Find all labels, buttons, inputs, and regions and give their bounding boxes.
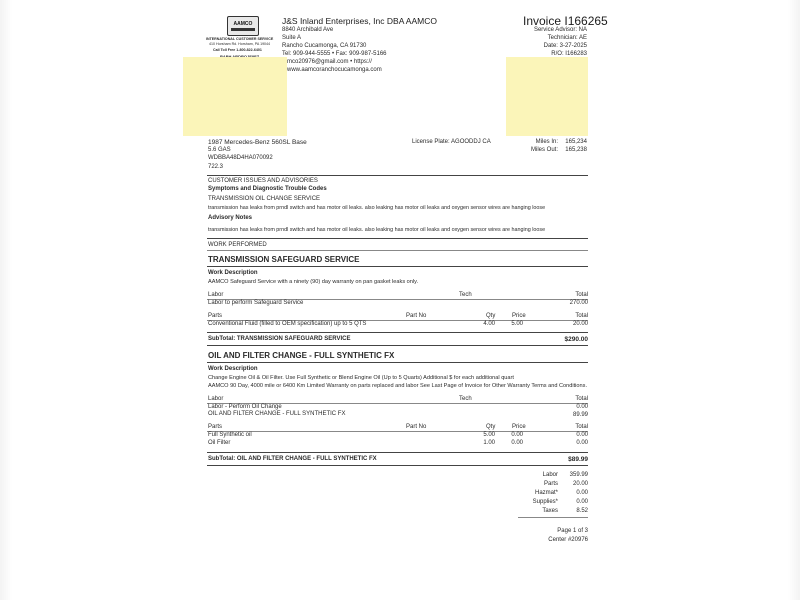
redaction-left [183,57,287,136]
subtotal-label: SubTotal: OIL AND FILTER CHANGE - FULL SYNTHETIC FX [208,456,377,462]
advisory-header: Advisory Notes [208,215,253,221]
invoice-date: Date: 3-27-2025 [543,43,587,49]
company-address2: Suite A [282,35,302,41]
labor-label: Labor [208,292,224,298]
part-price: 0.00 [511,432,523,438]
total-label: Total [575,396,588,402]
issues-header: CUSTOMER ISSUES AND ADVISORIES [208,178,318,184]
logo-line2: 410 Horsham Rd. Horsham, PA 19044 [209,42,271,46]
divider [207,431,588,432]
invoice-title: Invoice I166265 [523,14,608,28]
work-desc-line: AAMCO Safeguard Service with a ninety (90) day warranty on pan gasket leaks only. [208,279,419,285]
summary-labor-label: Labor [542,472,558,478]
summary-supplies-label: Supplies* [532,499,558,505]
aamco-logo [227,16,259,36]
part-total: 0.00 [576,432,588,438]
divider [518,517,588,518]
tech-label: Tech [459,292,472,298]
part-total: 20.00 [572,321,588,327]
symptoms-header: Symptoms and Diagnostic Trouble Codes [208,186,327,192]
divider [207,175,588,176]
labor-line-desc: Labor to perform Safeguard Service [208,300,304,306]
redaction-right [506,57,588,136]
company-address1: 8840 Archibald Ave [282,27,334,33]
vehicle-name: 1987 Mercedes-Benz 560SL Base [208,139,307,146]
work-desc-label: Work Description [208,270,258,276]
company-city: Rancho Cucamonga, CA 91730 [282,43,367,49]
price-label: Price [512,424,526,430]
part-desc: Oil Filter [208,440,231,446]
partno-label: Part No [406,424,427,430]
miles-in: 165,234 [565,139,587,145]
total-label: Total [575,292,588,298]
summary-labor-value: 359.99 [569,472,588,478]
subtotal-label: SubTotal: TRANSMISSION SAFEGUARD SERVICE [208,336,351,342]
page-number: Page 1 of 3 [557,528,588,534]
company-name: J&S Inland Enterprises, Inc DBA AAMCO [282,16,437,26]
work-desc-line: Change Engine Oil & Oil Filter. Use Full Synthetic or Blend Engine Oil (Up to 5 Quarts) Additional $ for each additional quart [208,375,514,381]
divider [207,250,588,251]
job-title: OIL AND FILTER CHANGE - FULL SYNTHETIC FX [208,351,395,360]
vehicle-code: 722.3 [208,164,224,170]
part-desc: Conventional Fluid (filled to OEM specification) up to 5 QTS [208,321,367,327]
labor-line-total: 0.00 [576,404,588,410]
company-email: mco20976@gmail.com • https:// [287,59,372,65]
repair-order: R/O: I166283 [551,51,587,57]
parts-label: Parts [208,424,223,430]
symptom-title: TRANSMISSION OIL CHANGE SERVICE [208,196,321,202]
work-desc-line: AAMCO 90 Day, 4000 mile or 6400 Km Limited Warranty on parts replaced and labor See Last Page of Invoice for Other Warranty Terms and Conditions. [208,383,588,389]
miles-out: 165,238 [565,147,587,153]
logo-line3: Call Toll Free 1-800-822-6401 [213,48,262,52]
parts-label: Parts [208,313,223,319]
labor-line-total: 89.99 [572,412,588,418]
part-price: 0.00 [511,440,523,446]
summary-supplies-value: 0.00 [576,499,588,505]
company-phone-fax: Tel: 909-944-5555 • Fax: 909-987-5166 [282,51,387,57]
miles-out-label: Miles Out: [530,147,558,153]
divider [207,238,588,239]
license-plate: License Plate: AGOODDJ CA [412,139,491,145]
work-desc-label: Work Description [208,366,258,372]
part-price: 5.00 [511,321,523,327]
part-desc: Full Synthetic oil [208,432,252,438]
labor-line-desc: OIL AND FILTER CHANGE - FULL SYNTHETIC FX [208,411,346,417]
summary-parts-label: Parts [543,481,558,487]
labor-line-total: 270.00 [569,300,588,306]
vehicle-engine: 5.6 GAS [208,147,231,153]
logo-bar [231,28,255,31]
qty-label: Qty [486,313,496,319]
summary-taxes-value: 8.52 [576,508,588,514]
subtotal-value: $89.99 [568,456,588,463]
summary-hazmat-label: Hazmat* [534,490,558,496]
part-qty: 1.00 [483,440,495,446]
tech-label: Tech [459,396,472,402]
total-label: Total [575,313,588,319]
part-qty: 5.00 [483,432,495,438]
advisory-text: transmission has leaks from prndl switch and has motor oil leaks. also leaking has motor oil leaks and oxygen sensor wires are hanging loose [208,227,546,233]
symptom-text: transmission has leaks from prndl switch and has motor oil leaks. also leaking has motor oil leaks and oxygen sensor wires are hanging loose [208,205,546,211]
job-title: TRANSMISSION SAFEGUARD SERVICE [208,255,360,264]
service-advisor: Service Advisor: NA [533,27,587,33]
summary-parts-value: 20.00 [572,481,588,487]
miles-in-label: Miles In: [535,139,558,145]
divider [207,332,588,333]
technician: Technician: AE [547,35,587,41]
total-label: Total [575,424,588,430]
center-number: Center #20976 [548,537,588,543]
price-label: Price [512,313,526,319]
logo-line1: INTERNATIONAL CUSTOMER SERVICE [206,37,274,41]
divider [207,266,588,267]
summary-taxes-label: Taxes [542,508,558,514]
company-website: www.aamcoranchocucamonga.com [287,67,382,73]
labor-line-desc: Labor - Perform Oil Change [208,404,282,410]
part-total: 0.00 [576,440,588,446]
divider [207,362,588,363]
divider [207,452,588,453]
subtotal-value: $290.00 [564,336,588,343]
invoice-page [183,0,623,600]
logo-text: AAMCO [233,20,253,27]
partno-label: Part No [406,313,427,319]
divider [207,465,588,466]
qty-label: Qty [486,424,496,430]
vehicle-vin: WDBBA48D4HA070092 [208,155,273,161]
part-qty: 4.00 [483,321,495,327]
work-performed-label: WORK PERFORMED [208,242,267,248]
divider [207,345,588,346]
labor-label: Labor [208,396,224,402]
summary-hazmat-value: 0.00 [576,490,588,496]
